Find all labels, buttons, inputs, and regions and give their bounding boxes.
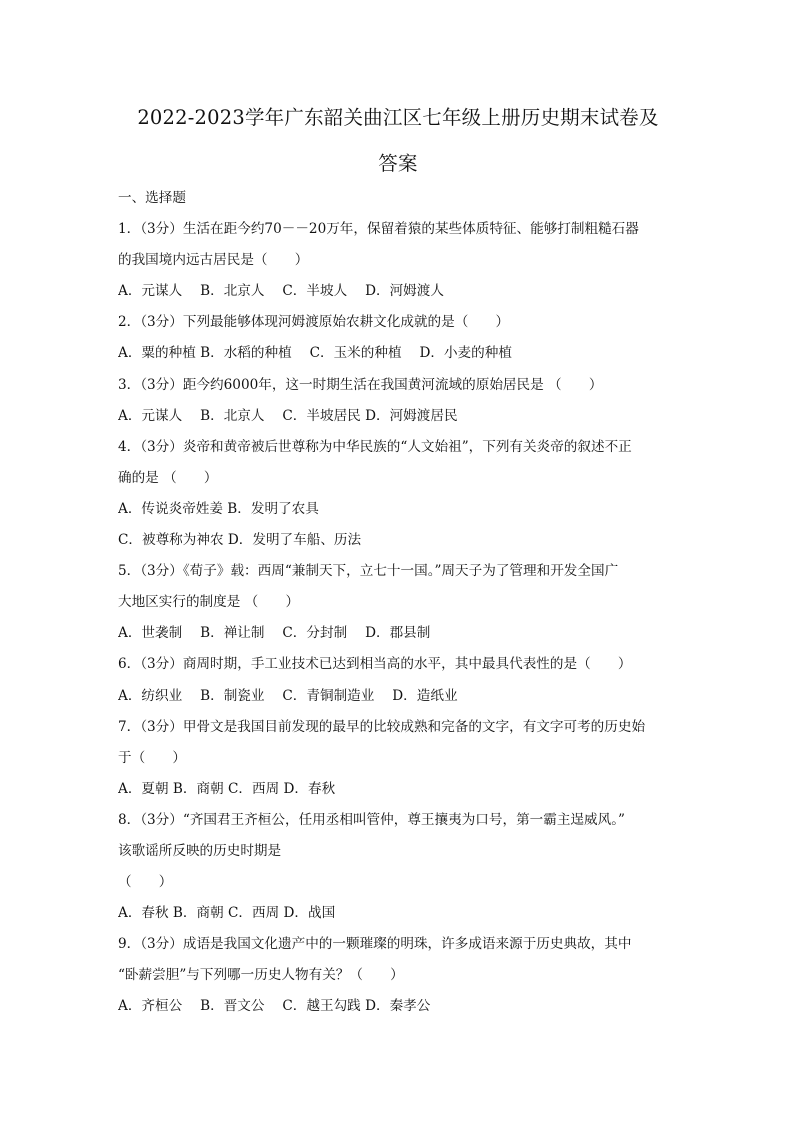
document-title <box>118 95 678 187</box>
question-8-options: A．春秋 B．商朝 C．西周 D．战国 <box>118 905 336 922</box>
question-3-stem: 3．（3分）距今约6000年，这一时期生活在我国黄河流域的原始居民是 （ ） <box>118 376 603 393</box>
question-5-options: A．世袭制 B．禅让制 C．分封制 D．郡县制 <box>118 625 431 642</box>
question-5-stem-cont: 大地区实行的制度是 （ ） <box>118 594 300 611</box>
question-9-stem-cont: “卧薪尝胆”与下列哪一历史人物有关？（ ） <box>118 967 404 984</box>
question-7-stem-cont: 于（ ） <box>118 749 186 766</box>
question-list <box>118 183 678 1023</box>
question-1-stem-cont: 的我国境内远古居民是（ ） <box>118 252 309 269</box>
title-line-1: 2022-2023学年广东韶关曲江区七年级上册历史期末试卷及 <box>137 106 659 129</box>
question-9-stem: 9．（3分）成语是我国文化遗产中的一颗璀璨的明珠，许多成语来源于历史典故，其中 <box>118 936 632 953</box>
question-5-stem: 5．（3分）《荀子》载：西周“兼制天下，立七十一国。”周天子为了管理和开发全国广 <box>118 563 619 580</box>
question-8-stem: 8．（3分）“齐国君王齐桓公，任用丞相叫管仲，尊王攘夷为口号，第一霸主逞威风。” <box>118 811 625 828</box>
question-4-stem-cont: 确的是 （ ） <box>118 469 218 486</box>
question-6-options: A．纺织业 B．制瓷业 C．青铜制造业 D．造纸业 <box>118 687 458 704</box>
question-1-options: A．元谋人 B．北京人 C．半坡人 D．河姆渡人 <box>118 283 444 300</box>
question-4-stem: 4．（3分）炎帝和黄帝被后世尊称为中华民族的“人文始祖”，下列有关炎帝的叙述不正 <box>118 438 632 455</box>
question-4-options-ab: A．传说炎帝姓姜 B．发明了农具 <box>118 500 319 517</box>
title-line-2: 答案 <box>378 152 418 175</box>
question-8-answer-blank: （ ） <box>118 874 173 891</box>
question-8-stem-cont: 该歌谣所反映的历史时期是 <box>118 842 282 859</box>
question-7-stem: 7．（3分）甲骨文是我国目前发现的最早的比较成熟和完备的文字，有文字可考的历史始 <box>118 718 646 735</box>
question-2-stem: 2．（3分）下列最能够体现河姆渡原始农耕文化成就的是（ ） <box>118 314 510 331</box>
question-4-options-cd: C．被尊称为神农 D．发明了车船、历法 <box>118 532 362 549</box>
question-3-options: A．元谋人 B．北京人 C．半坡居民 D．河姆渡居民 <box>118 407 458 424</box>
question-7-options: A．夏朝 B．商朝 C．西周 D．春秋 <box>118 780 336 797</box>
question-2-options: A．粟的种植 B．水稻的种植 C．玉米的种植 D．小麦的种植 <box>118 345 512 362</box>
question-1-stem: 1．（3分）生活在距今约70－－20万年，保留着猿的某些体质特征、能够打制粗糙石器 <box>118 221 639 238</box>
question-9-options: A．齐桓公 B．晋文公 C．越王勾践 D．秦孝公 <box>118 998 431 1015</box>
section-heading: 一、选择题 <box>118 190 186 206</box>
question-6-stem: 6．（3分）商周时期，手工业技术已达到相当高的水平，其中最具代表性的是（ ） <box>118 656 632 673</box>
